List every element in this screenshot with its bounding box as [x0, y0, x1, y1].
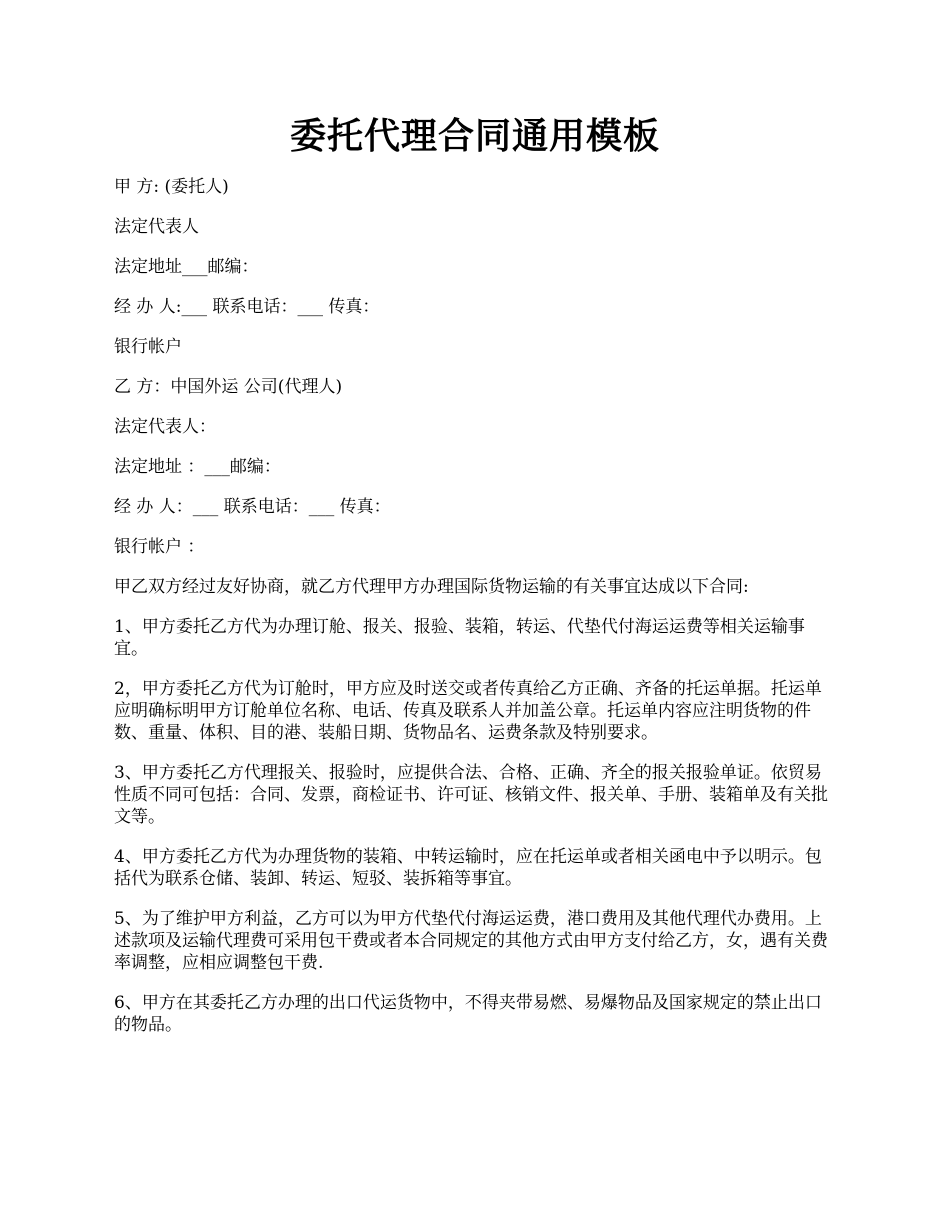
clause-6: 6、甲方在其委托乙方办理的出口代运货物中，不得夹带易燃、易爆物品及国家规定的禁止出口的物品。 — [114, 993, 822, 1035]
party-b-representative: 法定代表人： — [114, 417, 216, 437]
agreement-intro: 甲乙双方经过友好协商，就乙方代理甲方办理国际货物运输的有关事宜达成以下合同: — [114, 577, 749, 597]
party-b-address: 法定地址 ：___邮编： — [114, 457, 281, 477]
clause-2: 2，甲方委托乙方代为订舱时，甲方应及时送交或者传真给乙方正确、齐备的托运单据。托运单应明确标明甲方订舱单位名称、电话、传真及联系人并加盖公章。托运单内容应注明货物的件数、重量、体积、目的港、装船日期、货物品名、运费条款及特别要求。 — [114, 679, 822, 743]
clause-1: 1、甲方委托乙方代为办理订舱、报关、报验、装箱，转运、代垫代付海运运费等相关运输事宜。 — [114, 617, 805, 659]
party-a-bank-account: 银行帐户 — [114, 337, 182, 357]
document-title: 委托代理合同通用模板 — [289, 115, 660, 157]
party-b-bank-account: 银行帐户 ： — [114, 537, 205, 557]
party-a-contact: 经 办 人:___ 联系电话：___ 传真： — [114, 297, 380, 317]
party-a-representative: 法定代表人 — [114, 217, 199, 237]
party-a-line: 甲 方: (委托人) — [114, 177, 229, 197]
party-b-contact: 经 办 人：___ 联系电话：___ 传真： — [114, 497, 391, 517]
party-b-line: 乙 方：中国外运 公司(代理人) — [114, 377, 343, 397]
clause-3: 3、甲方委托乙方代理报关、报验时，应提供合法、合格、正确、齐全的报关报验单证。依贸易性质不同可包括：合同、发票，商检证书、许可证、核销文件、报关单、手册、装箱单及有关批文等。 — [114, 763, 828, 827]
document-body — [114, 176, 836, 1054]
clause-4: 4、甲方委托乙方代为办理货物的装箱、中转运输时，应在托运单或者相关函电中予以明示。包括代为联系仓储、装卸、转运、短驳、装拆箱等事宜。 — [114, 847, 822, 889]
party-a-address: 法定地址___邮编： — [114, 257, 259, 277]
clause-5: 5、为了维护甲方利益，乙方可以为甲方代垫代付海运运费，港口费用及其他代理代办费用。上述款项及运输代理费可采用包干费或者本合同规定的其他方式由甲方支付给乙方，女，遇有关费率调整，应相应调整包干费. — [114, 909, 828, 973]
